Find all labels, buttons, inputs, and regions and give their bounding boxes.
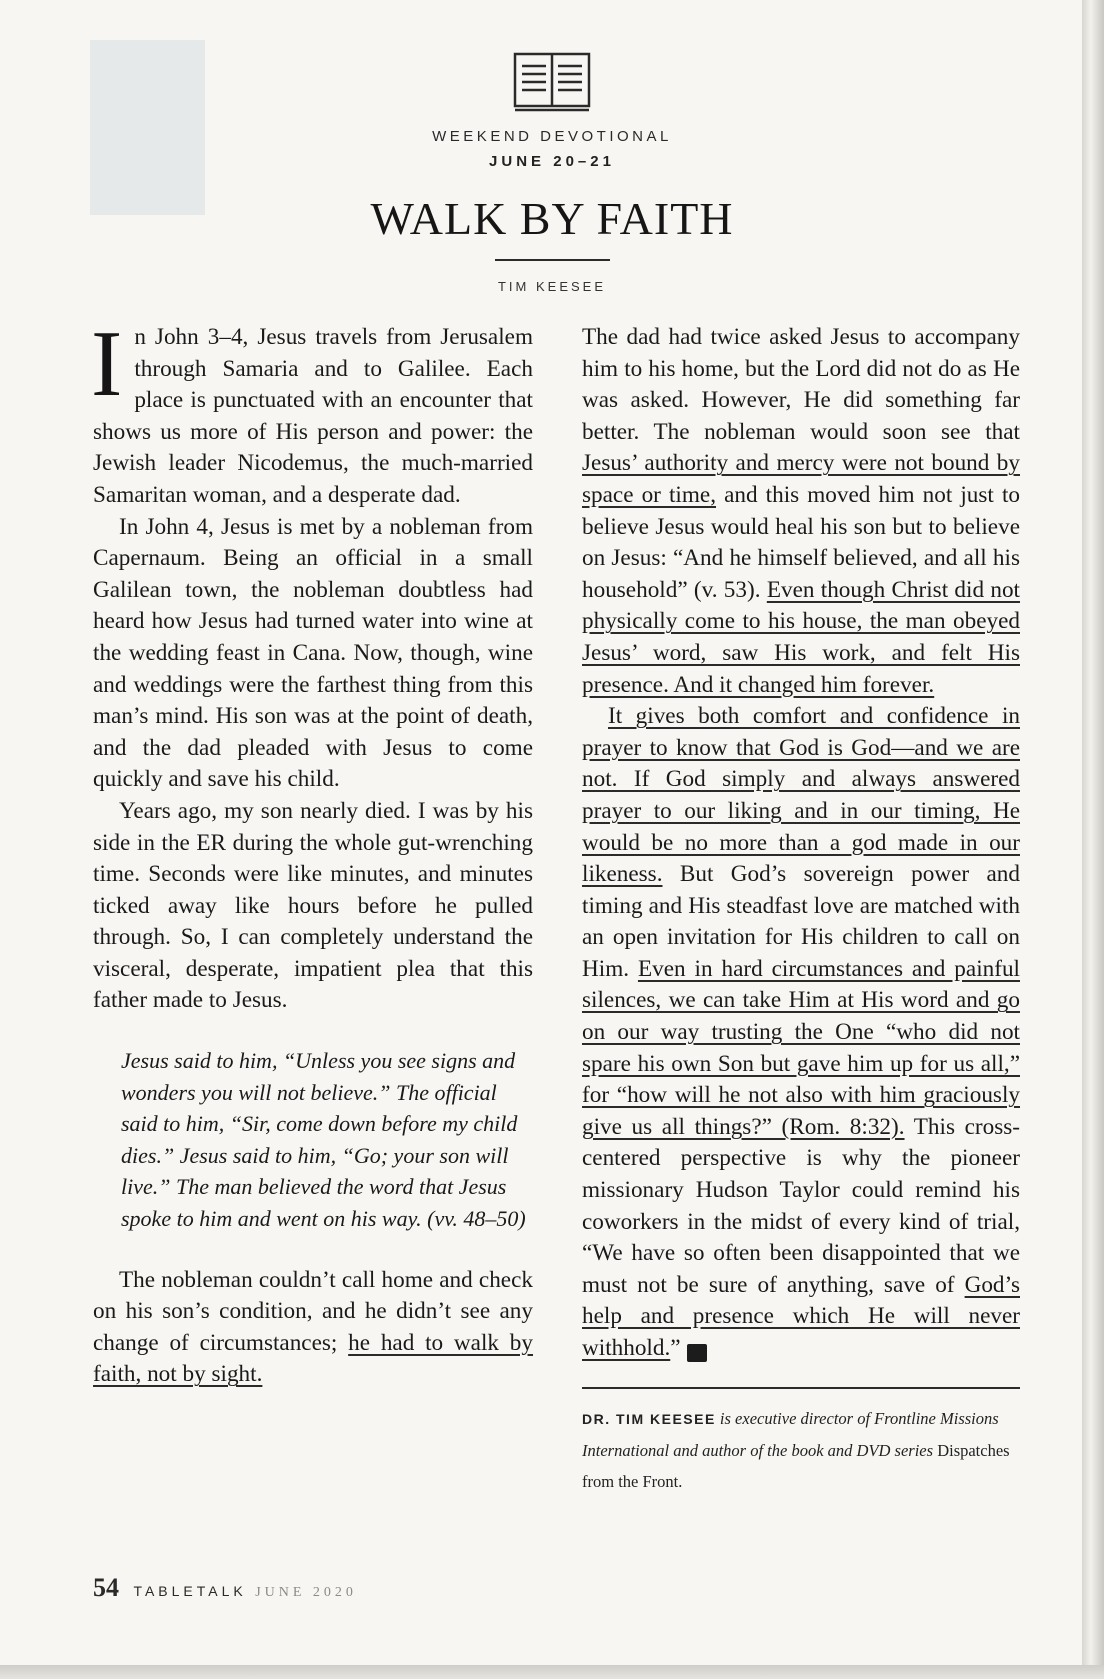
bio-book-title: Dispatches from the Front. — [582, 1440, 1010, 1491]
left-column — [91, 312, 533, 1391]
page-bottom-edge — [0, 1665, 1104, 1679]
title-divider — [495, 259, 610, 261]
section-kicker: WEEKEND DEVOTIONAL — [432, 128, 672, 145]
issue-date: JUNE 2020 — [255, 1585, 357, 1600]
paragraph-2: In John 4, Jesus is met by a nobleman from Capernaum. Being an official in a small Galilean town, the nobleman doubtless had heard how Jesus had turned water into wine at the wedding feast in Cana. Now, though, wine and weddings were the farthest thing from this man’s mind. His son was at the point of death, and the dad pleaded with Jesus to come quickly and save his child. — [93, 513, 533, 793]
byline: TIM KEESEE — [497, 279, 607, 294]
article-title: WALK BY FAITH — [370, 193, 734, 244]
page-footer — [93, 1573, 357, 1603]
devotional-header — [0, 48, 1082, 294]
underlined-passage: Even though Christ did not physically come to his house, the man obeyed Jesus’ word, saw His work, and felt His presence. And it changed him forever. — [582, 576, 1020, 698]
page-number: 54 — [93, 1573, 119, 1602]
author-bio: DR. TIM KEESEE is executive director of Frontline Missions International and author of the book and DVD series Dispatches from the Front. — [582, 1408, 1010, 1491]
underlined-passage: Jesus’ authority and mercy were not bound by space or time, — [582, 450, 1020, 508]
paragraph-4-cont: The dad had twice asked Jesus to accompany him to his home, but the Lord did not do as He was asked. However, He did something far better. The nobleman would soon see that Jesus’ authority and mercy were not bound by space or time, and this moved him not just to believe Jesus would heal his son but to believe on Jesus: “And he himself believed, and all his household” (v. 53). Even though Christ did not physically come to his house, the man obeyed Jesus’ word, saw His work, and felt His presence. And it changed him forever. — [582, 324, 1020, 698]
paragraph-4-start: The nobleman couldn’t call home and check on his son’s condition, and he didn’t see any change of circumstances; he had to walk by faith, not by sight. — [93, 1266, 533, 1388]
magazine-name: TABLETALK — [133, 1583, 247, 1599]
bio-divider — [582, 1387, 1020, 1389]
underlined-passage: God’s help and presence which He will never withhold. — [582, 1271, 1020, 1361]
underlined-passage: he had to walk by faith, not by sight. — [93, 1329, 533, 1388]
right-column — [582, 322, 1020, 1497]
date-range: JUNE 20–21 — [489, 153, 615, 170]
paragraph-3: Years ago, my son nearly died. I was by his side in the ER during the whole gut-wrenching time. Seconds were like minutes, and minutes ticked away like hours before he pulled through. So, I can completely understand the visceral, desperate, impatient plea that this father made to Jesus. — [93, 797, 533, 1014]
paragraph-1: In John 3–4, Jesus travels from Jerusalem through Samaria and to Galilee. Each place is punctuated with an encounter that shows us more of His person and power: the Jewish leader Nicodemus, the much-married Samaritan woman, and a desperate dad. — [91, 312, 533, 508]
paragraph-5: It gives both comfort and confidence in prayer to know that God is God—and we are not. If God simply and always answered prayer to our liking and in our timing, He would be no more than a god made in our likeness. But God’s sovereign power and timing and His steadfast love are matched with an open invitation for His children to call on Him. Even in hard circumstances and painful silences, we can take Him at His word and go on our way trusting the One “who did not spare his own Son but gave him up for us all,” for “how will he not also with him graciously give us all things?” (Rom. 8:32). This cross-centered perspective is why the pioneer missionary Hudson Taylor could remind his coworkers in the midst of every kind of trial, “We have so often been disappointed that we must not be sure of anything, save of God’s help and presence which He will never withhold.” T — [582, 703, 1020, 1361]
page-spine — [1082, 0, 1104, 1679]
drop-cap: I — [91, 312, 123, 416]
open-book-icon — [511, 48, 593, 114]
bio-name: DR. TIM KEESEE — [582, 1410, 716, 1427]
scripture-quote: Jesus said to him, “Unless you see signs and wonders you will not believe.” The official said to him, “Sir, come down before my child dies.” Jesus said to him, “Go; your son will live.” The man believed the word that Jesus spoke to him and went on his way. (vv. 48–50) — [121, 1048, 526, 1232]
underlined-passage: Even in hard circumstances and painful silences, we can take Him at His word and go on our way trusting the One “who did not spare his own Son but gave him up for us all,” for “how will he not also with him graciously give us all things?” (Rom. 8:32). — [582, 955, 1020, 1140]
end-mark-icon: T — [687, 1344, 707, 1362]
underlined-passage: It gives both comfort and confidence in prayer to know that God is God—and we are not. If God simply and always answered prayer to our liking and in our timing, He would be no more than a god made in our likeness. — [582, 703, 1020, 888]
